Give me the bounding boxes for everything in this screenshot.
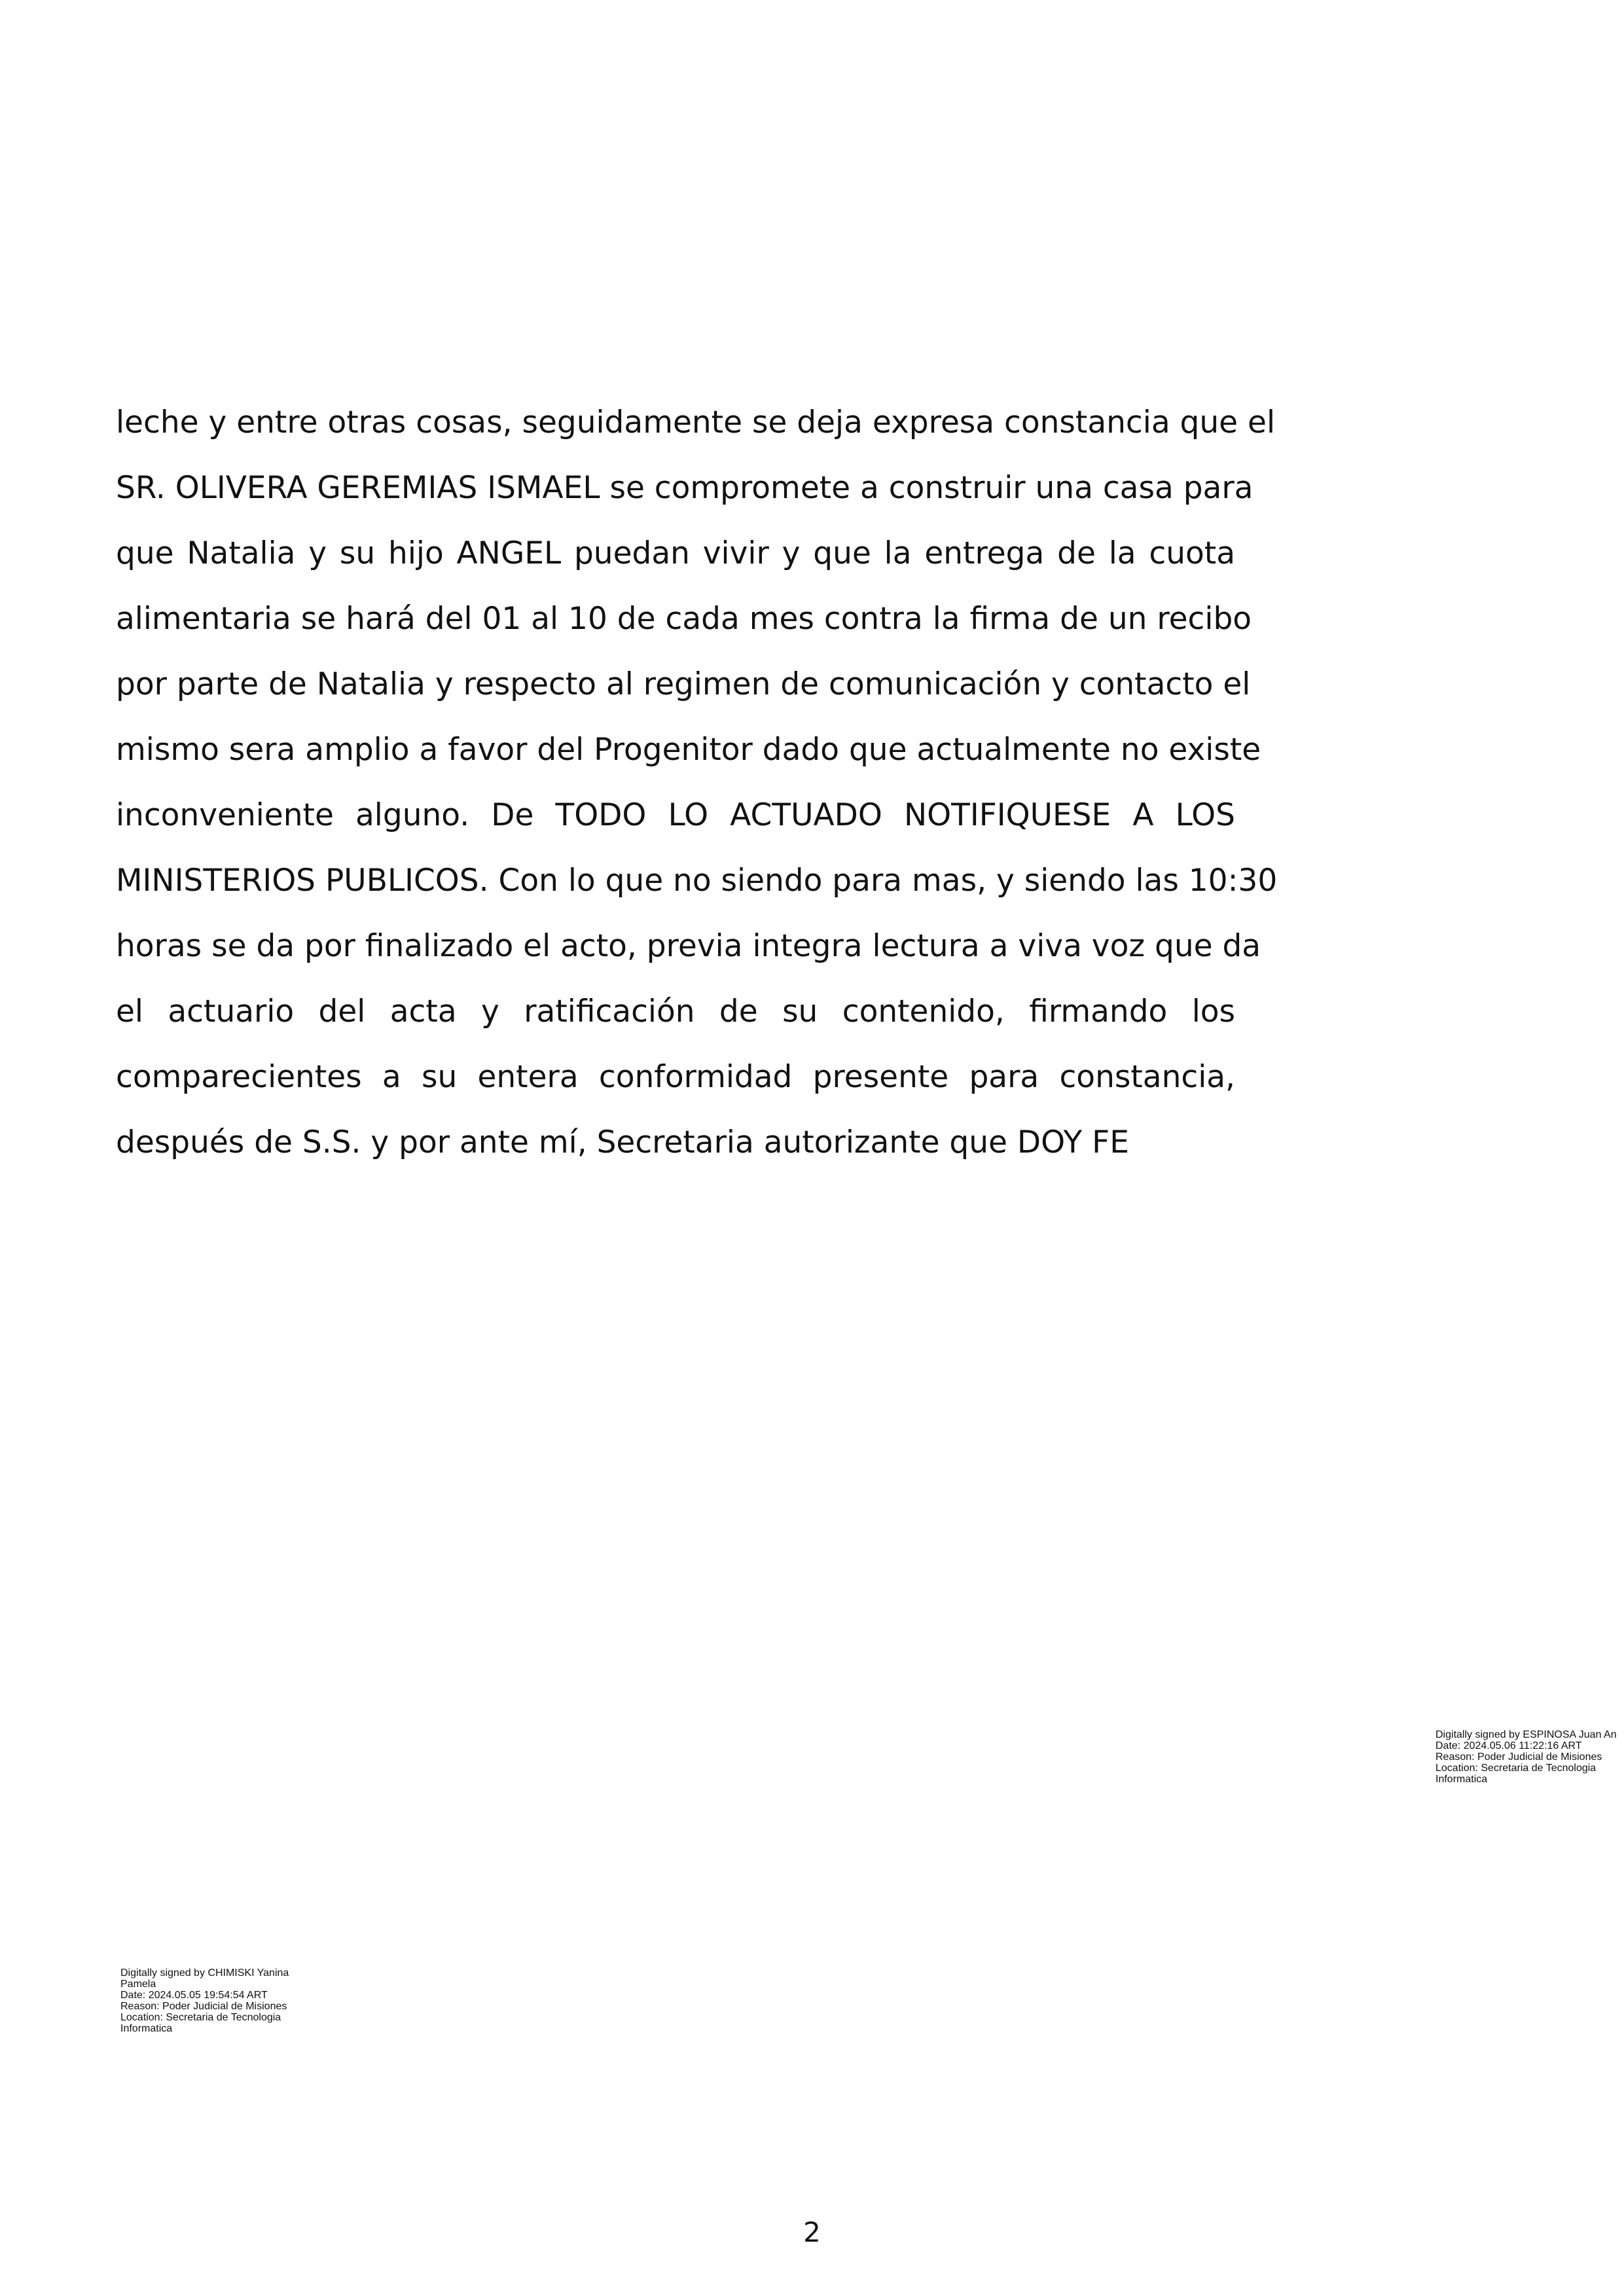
body-line: por parte de Natalia y respecto al regimen de comunicación y contacto el: [116, 666, 1251, 702]
page-number: 2: [803, 2216, 821, 2248]
digital-signature-chimiski: [120, 1967, 289, 2034]
body-line: el actuario del acta y ratificación de su contenido, firmando los: [116, 994, 1235, 1030]
signature-line: Date: 2024.05.06 11:22:16 ART: [1435, 1740, 1582, 1751]
body-line: horas se da por finalizado el acto, previa integra lectura a viva voz que da: [116, 928, 1261, 964]
body-line: comparecientes a su entera conformidad presente para constancia,: [116, 1059, 1235, 1095]
signature-line: Informatica: [1435, 1774, 1488, 1785]
signature-line: Informatica: [120, 2023, 173, 2034]
signature-line: Pamela: [120, 1979, 156, 1990]
signature-line: Digitally signed by CHIMISKI Yanina: [120, 1967, 289, 1979]
digital-signature-espinosa: [1435, 1729, 1617, 1785]
body-line: mismo sera amplio a favor del Progenitor dado que actualmente no existe: [116, 732, 1261, 768]
body-line: que Natalia y su hijo ANGEL puedan vivir y que la entrega de la cuota: [116, 535, 1235, 571]
signature-line: Location: Secretaria de Tecnologia: [1435, 1763, 1597, 1774]
signature-line: Reason: Poder Judicial de Misiones: [120, 2001, 287, 2012]
signature-line: Reason: Poder Judicial de Misiones: [1435, 1751, 1602, 1763]
body-line: SR. OLIVERA GEREMIAS ISMAEL se compromete a construir una casa para: [116, 470, 1254, 506]
body-line: inconveniente alguno. De TODO LO ACTUADO NOTIFIQUESE A LOS: [116, 797, 1235, 833]
signature-line: Digitally signed by ESPINOSA Juan An: [1435, 1729, 1617, 1740]
body-line: después de S.S. y por ante mí, Secretaria autorizante que DOY FE: [116, 1124, 1129, 1160]
document-body: [116, 390, 1278, 1175]
body-line: MINISTERIOS PUBLICOS. Con lo que no siendo para mas, y siendo las 10:30: [116, 863, 1278, 899]
body-line: leche y entre otras cosas, seguidamente se deja expresa constancia que el: [116, 404, 1276, 440]
body-line: alimentaria se hará del 01 al 10 de cada mes contra la firma de un recibo: [116, 601, 1252, 637]
signature-line: Location: Secretaria de Tecnologia: [120, 2012, 281, 2023]
signature-line: Date: 2024.05.05 19:54:54 ART: [120, 1990, 268, 2001]
